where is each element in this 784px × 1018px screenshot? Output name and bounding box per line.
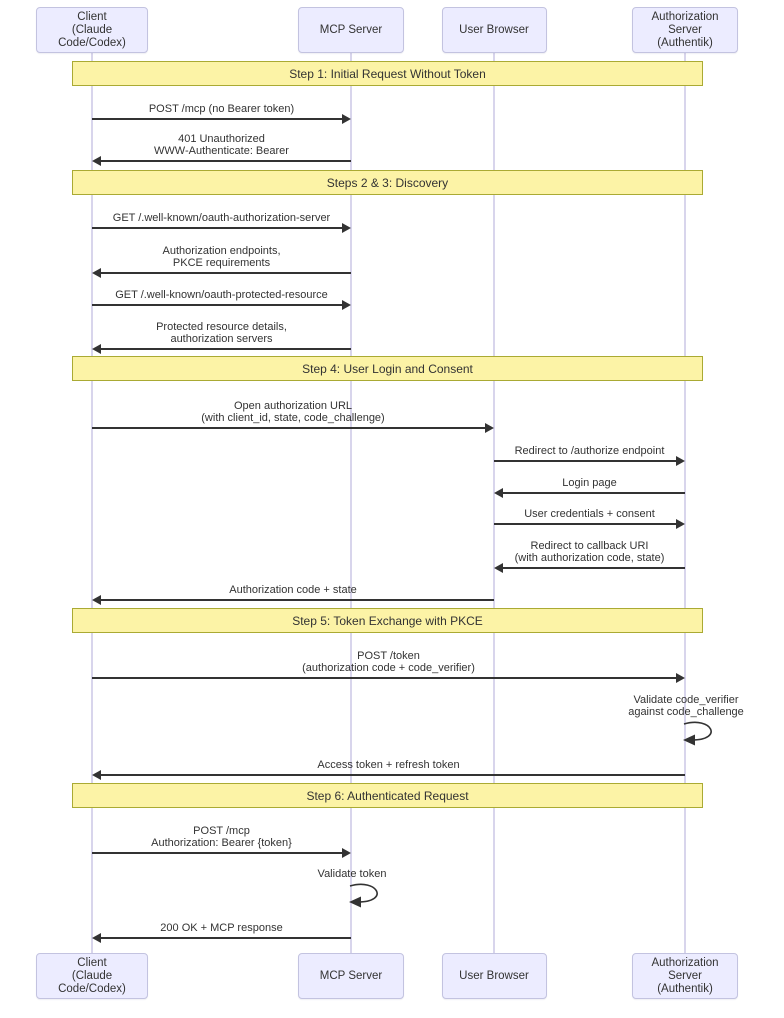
self-message-label	[628, 694, 744, 718]
message-label-line: POST /mcp (no Bearer token)	[148, 103, 295, 115]
message-arrow-line	[92, 304, 343, 306]
message-arrowhead	[676, 456, 685, 466]
message-label	[515, 445, 665, 457]
message-label-line: Protected resource details,	[156, 321, 287, 333]
message-label-line: Redirect to /authorize endpoint	[514, 445, 665, 457]
message-arrowhead	[92, 156, 101, 166]
message-label	[524, 508, 655, 520]
step-banner	[72, 608, 703, 633]
message-label-line: Validate token	[317, 868, 387, 880]
message-label-line: against code_challenge	[628, 706, 744, 718]
message-arrow-line	[92, 427, 486, 429]
message-arrow-line	[502, 492, 685, 494]
step-banner-label: Step 6: Authenticated Request	[306, 788, 469, 803]
message-label	[201, 400, 384, 424]
message-arrowhead	[676, 519, 685, 529]
message-label-line: GET /.well-known/oauth-protected-resource	[115, 289, 328, 301]
message-arrowhead	[485, 423, 494, 433]
message-label	[149, 103, 294, 115]
participant-box-client-top	[36, 7, 148, 53]
message-label	[160, 922, 282, 934]
participant-box-browser-bottom	[442, 953, 547, 999]
message-arrowhead	[494, 488, 503, 498]
message-label	[229, 584, 357, 596]
message-label	[317, 759, 459, 771]
step-banner	[72, 356, 703, 381]
message-label-line: POST /mcp	[193, 825, 250, 837]
step-banner-label: Step 5: Token Exchange with PKCE	[292, 613, 483, 628]
participant-box-auth-bottom	[632, 953, 738, 999]
step-banner	[72, 170, 703, 195]
participant-box-browser-top	[442, 7, 547, 53]
message-arrow-line	[92, 118, 343, 120]
self-loop-arrow	[348, 883, 392, 914]
participant-box-client-bottom	[36, 953, 148, 999]
message-label-line: GET /.well-known/oauth-authorization-server	[112, 212, 331, 224]
participant-label-line: (Claude Code/Codex)	[58, 23, 126, 49]
message-label-line: 200 OK + MCP response	[160, 922, 283, 934]
message-arrow-line	[100, 774, 685, 776]
message-arrowhead	[92, 770, 101, 780]
message-arrowhead	[342, 223, 351, 233]
participant-label-line: MCP Server	[319, 969, 383, 982]
message-arrowhead	[342, 848, 351, 858]
message-label-line: PKCE requirements	[172, 257, 271, 269]
message-label-line: WWW-Authenticate: Bearer	[154, 145, 289, 157]
message-arrow-line	[494, 460, 677, 462]
message-label-line: Open authorization URL	[233, 400, 353, 412]
message-arrow-line	[494, 523, 677, 525]
message-arrowhead	[92, 268, 101, 278]
message-label	[562, 477, 616, 489]
message-label-line: Login page	[562, 477, 617, 489]
message-label-line: Access token + refresh token	[317, 759, 460, 771]
message-label	[162, 245, 280, 269]
message-label	[302, 650, 475, 674]
participant-box-auth-top	[632, 7, 738, 53]
message-label-line: Redirect to callback URI	[530, 540, 649, 552]
participant-label-line: (Claude Code/Codex)	[58, 969, 126, 995]
message-label	[115, 289, 328, 301]
message-arrow-line	[92, 677, 677, 679]
self-message-label	[318, 868, 387, 880]
message-label-line: (authorization code + code_verifier)	[302, 662, 475, 674]
message-arrowhead	[92, 344, 101, 354]
message-label	[113, 212, 330, 224]
message-label-line: Validate code_verifier	[633, 694, 739, 706]
participant-label-line: Authorization Server	[651, 10, 719, 36]
message-arrowhead	[342, 300, 351, 310]
message-label	[515, 540, 665, 564]
participant-box-mcp-bottom	[298, 953, 404, 999]
message-label-line: Authorization code + state	[229, 584, 357, 596]
step-banner	[72, 61, 703, 86]
participant-label-line: Client	[77, 956, 107, 969]
message-arrow-line	[502, 567, 685, 569]
participant-label-line: (Authentik)	[657, 36, 713, 49]
step-banner	[72, 783, 703, 808]
message-label	[151, 825, 292, 849]
message-arrowhead	[676, 673, 685, 683]
message-label-line: Authorization: Bearer {token}	[151, 837, 292, 849]
participant-label-line: (Authentik)	[657, 982, 713, 995]
message-label-line: POST /token	[357, 650, 420, 662]
message-label-line: Authorization endpoints,	[162, 245, 281, 257]
message-arrow-line	[100, 160, 351, 162]
step-banner-label: Steps 2 & 3: Discovery	[326, 175, 449, 190]
message-label	[154, 133, 289, 157]
self-loop-arrow	[682, 721, 726, 752]
message-arrowhead	[92, 933, 101, 943]
message-arrowhead	[92, 595, 101, 605]
participant-label-line: Authorization Server	[651, 956, 719, 982]
participant-label-line: MCP Server	[319, 23, 383, 36]
message-label-line: 401 Unauthorized	[178, 133, 265, 145]
step-banner-label: Step 4: User Login and Consent	[302, 361, 473, 376]
step-banner-label: Step 1: Initial Request Without Token	[289, 66, 486, 81]
participant-label-line: User Browser	[459, 23, 529, 36]
message-arrowhead	[342, 114, 351, 124]
message-label	[156, 321, 287, 345]
message-label-line: User credentials + consent	[524, 508, 655, 520]
message-arrow-line	[92, 852, 343, 854]
participant-label-line: User Browser	[459, 969, 529, 982]
message-arrow-line	[100, 937, 351, 939]
participant-label-line: Client	[77, 10, 107, 23]
message-label-line: (with client_id, state, code_challenge)	[201, 412, 385, 424]
message-label-line: (with authorization code, state)	[514, 552, 665, 564]
message-arrow-line	[100, 348, 351, 350]
message-arrow-line	[100, 272, 351, 274]
participant-box-mcp-top	[298, 7, 404, 53]
message-arrow-line	[92, 227, 343, 229]
message-arrow-line	[100, 599, 494, 601]
message-arrowhead	[494, 563, 503, 573]
message-label-line: authorization servers	[170, 333, 273, 345]
